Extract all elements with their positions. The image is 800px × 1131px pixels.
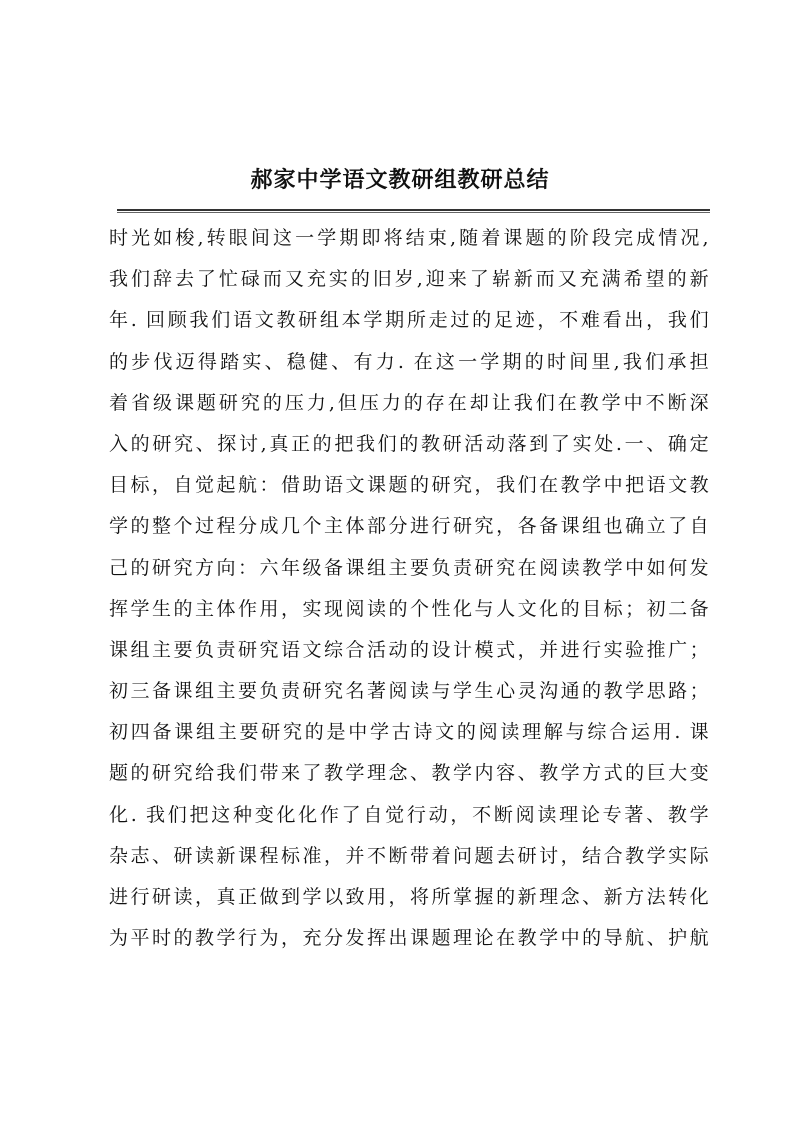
body-line-1: 时光如梭,转眼间这一学期即将结束,随着课题的阶段完成情况,: [109, 227, 709, 249]
body-line-15: 化. 我们把这种变化化作了自觉行动，不断阅读理论专著、教学: [109, 803, 709, 826]
body-line-18: 为平时的教学行为，充分发挥出课题理论在教学中的导航、护航: [109, 927, 709, 950]
body-line-13: 初四备课组主要研究的是中学古诗文的阅读理解与综合运用. 课: [109, 721, 709, 744]
body-line-9: 己的研究方向：六年级备课组主要负责研究在阅读教学中如何发: [109, 556, 709, 579]
body-line-7: 目标，自觉起航：借助语文课题的研究，我们在教学中把语文教: [109, 474, 709, 497]
title-divider: [117, 209, 710, 213]
document-body: [109, 218, 709, 959]
body-line-17: 进行研读，真正做到学以致用，将所掌握的新理念、新方法转化: [109, 886, 709, 908]
body-line-2: 我们辞去了忙碌而又充实的旧岁,迎来了崭新而又充满希望的新: [109, 268, 709, 291]
body-line-6: 入的研究、探讨,真正的把我们的教研活动落到了实处.一、确定: [109, 432, 709, 455]
body-line-5: 着省级课题研究的压力,但压力的存在却让我们在教学中不断深: [109, 391, 709, 414]
body-line-3: 年. 回顾我们语文教研组本学期所走过的足迹，不难看出，我们: [109, 309, 709, 332]
body-line-16: 杂志、研读新课程标准，并不断带着问题去研讨，结合教学实际: [109, 844, 709, 867]
body-line-4: 的步伐迈得踏实、稳健、有力. 在这一学期的时间里,我们承担: [109, 350, 709, 373]
document-title: 郝家中学语文教研组教研总结: [250, 167, 550, 193]
body-line-8: 学的整个过程分成几个主体部分进行研究，各备课组也确立了自: [109, 515, 709, 538]
body-line-12: 初三备课组主要负责研究名著阅读与学生心灵沟通的教学思路；: [109, 680, 709, 703]
body-line-14: 题的研究给我们带来了教学理念、教学内容、教学方式的巨大变: [109, 762, 709, 785]
body-line-10: 挥学生的主体作用，实现阅读的个性化与人文化的目标；初二备: [109, 597, 709, 620]
body-line-11: 课组主要负责研究语文综合活动的设计模式，并进行实验推广；: [109, 638, 709, 661]
